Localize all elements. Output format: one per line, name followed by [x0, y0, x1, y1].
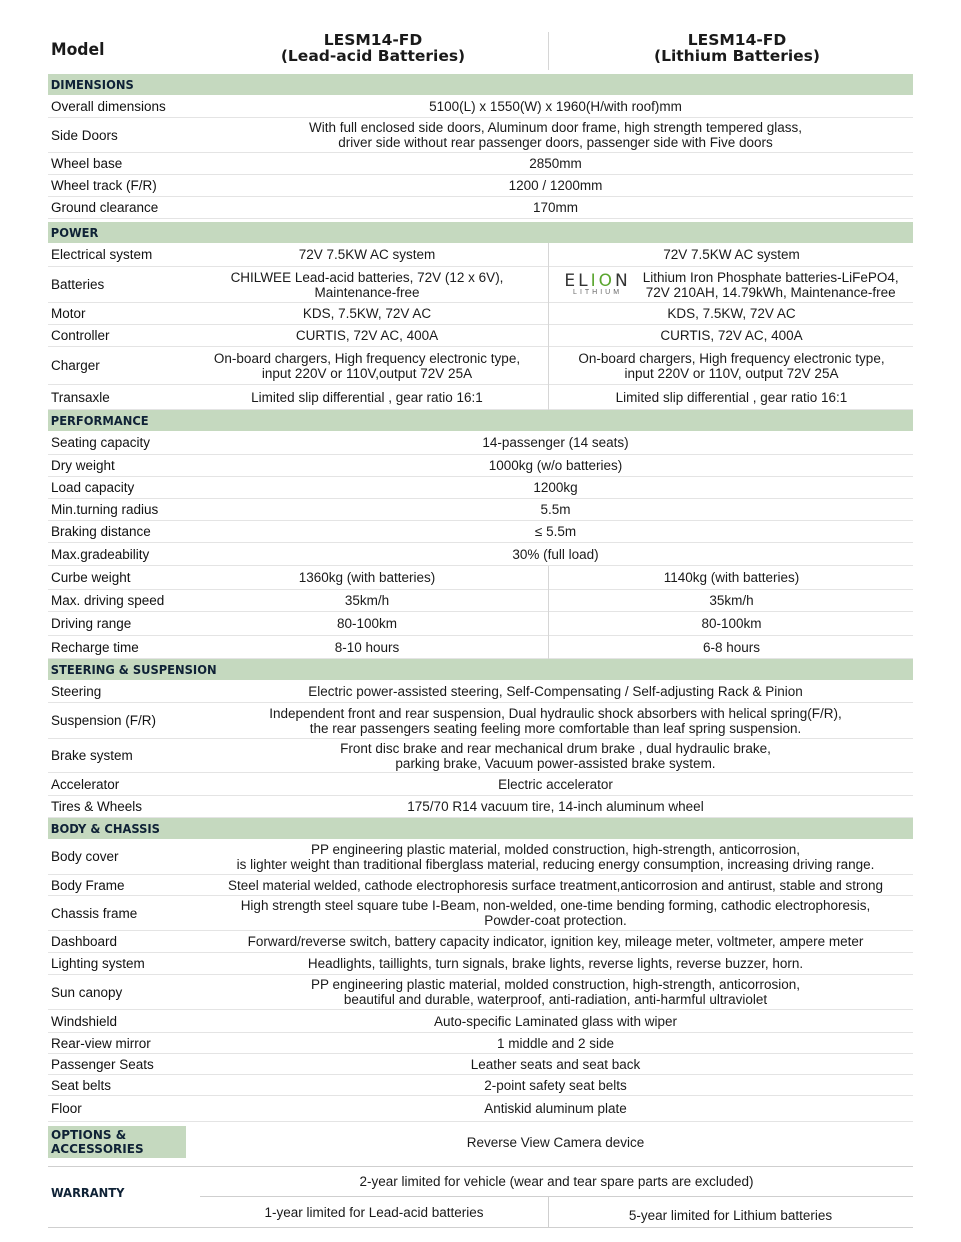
value-line: High strength steel square tube I-Beam, non-welded, one-time bending forming, cathodic electrophoresis, [240, 898, 871, 913]
table-row [48, 739, 913, 773]
row-label: Wheel base [51, 156, 123, 171]
lithium-value: 72V 7.5KW AC system [663, 247, 800, 262]
lead-acid-value: 72V 7.5KW AC system [298, 247, 436, 262]
row-value: Electric accelerator [498, 776, 613, 792]
options-title-line: ACCESSORIES [51, 1142, 144, 1156]
row-label: Recharge time [51, 639, 139, 655]
section-body-chassis [48, 818, 913, 839]
column-header-line: LESM14-FD [323, 31, 423, 49]
row-value: Electric power-assisted steering, Self-Compensating / Self-adjusting Rack & Pinion [308, 683, 803, 699]
table-row [48, 1033, 913, 1054]
table-row [48, 521, 913, 543]
value-line: input 220V or 110V, output 72V 25A [624, 365, 839, 381]
row-value: 1 middle and 2 side [496, 1035, 615, 1051]
warranty-title: WARRANTY [51, 1185, 125, 1200]
lithium-value: Limited slip differential , gear ratio 16:1 [615, 389, 848, 405]
lead-acid-value: 80-100km [336, 616, 398, 631]
row-label: Seat belts [51, 1077, 112, 1093]
section-power [48, 222, 913, 243]
column-divider [548, 243, 549, 267]
row-value: 170mm [532, 200, 578, 215]
table-row [48, 1096, 913, 1122]
row-value: Antiskid aluminum plate [484, 1101, 627, 1116]
lithium-value [550, 347, 913, 384]
row-label: Curbe weight [51, 570, 131, 585]
value-line: Lithium Iron Phosphate batteries-LiFePO4, [642, 269, 899, 285]
row-value: 5.5m [540, 502, 571, 517]
row-label: Min.turning radius [51, 502, 159, 517]
row-value: ≤ 5.5m [534, 524, 577, 539]
value-line: Front disc brake and rear mechanical drum brake , dual hydraulic brake, [340, 740, 771, 756]
value-line: the rear passengers seating feeling more comfortable than leaf spring suspension. [309, 720, 802, 736]
lead-acid-value: CURTIS, 72V AC, 400A [295, 328, 439, 343]
row-label: Batteries [51, 277, 105, 292]
row-value: Headlights, taillights, turn signals, brake lights, reverse lights, reverse buzzer, horn. [307, 956, 804, 971]
table-row [48, 703, 913, 739]
row-value: Leather seats and seat back [470, 1056, 641, 1072]
table-row [48, 385, 913, 410]
lead-acid-value: 8-10 hours [334, 639, 400, 655]
row-label: Wheel track (F/R) [51, 178, 157, 193]
row-label: Lighting system [51, 956, 145, 971]
column-header-line: (Lithium Batteries) [654, 47, 820, 65]
elion-logo-mark: ELION [564, 270, 631, 291]
row-value [198, 703, 913, 738]
row-value: 14-passenger (14 seats) [482, 435, 629, 450]
table-row [48, 612, 913, 636]
row-label: Side Doors [51, 127, 118, 143]
options-row [48, 1126, 913, 1160]
value-line: On-board chargers, High frequency electronic type, [578, 350, 885, 366]
column-header-lead-acid [198, 32, 548, 64]
row-label: Windshield [51, 1013, 118, 1029]
row-label: Electrical system [51, 247, 153, 262]
lithium-value [550, 267, 913, 302]
table-row [48, 175, 913, 197]
lithium-value: 1140kg (with batteries) [663, 570, 800, 585]
row-label: Passenger Seats [51, 1056, 154, 1072]
table-row [48, 566, 913, 590]
lithium-value: 80-100km [701, 616, 762, 631]
value-line: PP engineering plastic material, molded construction, high-strength, anticorrosion, [310, 841, 800, 857]
row-label: Max.gradeability [51, 546, 150, 562]
table-row [48, 1054, 913, 1075]
value-line: With full enclosed side doors, Aluminum door frame, high strength tempered glass, [309, 120, 802, 135]
column-header-line: (Lead-acid Batteries) [280, 47, 466, 65]
table-row [48, 931, 913, 953]
value-line: Independent front and rear suspension, Dual hydraulic shock absorbers with helical spring(F/R), [269, 705, 842, 721]
warranty-lead-acid: 1-year limited for Lead-acid batteries [264, 1204, 484, 1220]
table-row [48, 267, 913, 303]
row-label: Rear-view mirror [51, 1035, 151, 1051]
row-label: Sun canopy [51, 984, 123, 1000]
column-divider [548, 325, 549, 347]
table-row [48, 1010, 913, 1033]
row-value [198, 975, 913, 1009]
table-row [48, 303, 913, 325]
section-dimensions [48, 74, 913, 95]
value-line: CHILWEE Lead-acid batteries, 72V (12 x 6V), [230, 269, 504, 285]
column-divider [548, 267, 549, 303]
row-label: Floor [51, 1101, 82, 1116]
section-title: STEERING & SUSPENSION [50, 662, 217, 677]
row-value: 1200 / 1200mm [508, 178, 603, 193]
row-label: Transaxle [51, 389, 110, 405]
row-label: Brake system [51, 748, 133, 763]
row-label: Charger [51, 358, 100, 373]
row-label: Braking distance [51, 524, 151, 539]
table-row [48, 680, 913, 703]
row-value [198, 739, 913, 772]
row-value: 5100(L) x 1550(W) x 1960(H/with roof)mm [429, 98, 682, 114]
table-row [48, 1075, 913, 1096]
table-row [48, 796, 913, 818]
elion-logo-sub: LITHIUM [573, 288, 623, 296]
table-row [48, 839, 913, 875]
row-label: Controller [51, 328, 110, 343]
row-label: Load capacity [51, 480, 135, 495]
column-divider [548, 385, 549, 410]
row-label: Overall dimensions [51, 98, 166, 114]
column-header-lithium [548, 32, 926, 64]
row-value: 1000kg (w/o batteries) [488, 458, 623, 473]
row-label: Motor [51, 306, 86, 321]
table-row [48, 953, 913, 975]
row-value: 2-point safety seat belts [484, 1077, 627, 1093]
row-value: 2850mm [529, 156, 582, 171]
row-label: Body Frame [51, 877, 125, 893]
section-title: BODY & CHASSIS [50, 821, 160, 836]
row-label: Dry weight [51, 458, 115, 473]
table-row [48, 875, 913, 896]
lead-acid-value [198, 347, 536, 384]
lithium-value: 35km/h [709, 593, 754, 608]
row-label: Seating capacity [51, 435, 151, 450]
value-line: is lighter weight than traditional fiberglass material, reducing energy consumption, increasing driving range. [236, 856, 875, 872]
row-label: Dashboard [51, 934, 118, 949]
row-value [198, 839, 913, 874]
warranty-lithium: 5-year limited for Lithium batteries [628, 1207, 833, 1223]
table-row [48, 455, 913, 477]
options-value: Reverse View Camera device [466, 1134, 645, 1150]
column-divider [548, 303, 549, 325]
table-row [48, 243, 913, 267]
table-row [48, 197, 913, 219]
options-title [48, 1126, 186, 1158]
elion-logo [564, 270, 631, 297]
row-label: Chassis frame [51, 905, 138, 921]
column-divider [548, 612, 549, 636]
table-row [48, 975, 913, 1010]
lithium-value: KDS, 7.5KW, 72V AC [667, 306, 796, 321]
table-row [48, 896, 913, 931]
lithium-value: CURTIS, 72V AC, 400A [660, 328, 803, 343]
row-label: Driving range [51, 616, 132, 631]
row-value: 1200kg [533, 480, 578, 495]
options-title-line: OPTIONS & [51, 1128, 127, 1142]
row-label: Ground clearance [51, 200, 159, 215]
column-header-line: LESM14-FD [687, 31, 787, 49]
value-line: Powder-coat protection. [484, 913, 627, 928]
section-title: POWER [50, 225, 99, 240]
value-line: Maintenance-free [314, 284, 420, 300]
row-value [198, 896, 913, 930]
row-value: Steel material welded, cathode electrophoresis surface treatment,anticorrosion and antirust, stable and strong [227, 877, 884, 893]
column-divider [548, 636, 549, 659]
lithium-value: 6-8 hours [702, 639, 761, 655]
lead-acid-value: 35km/h [344, 593, 390, 608]
value-line: beautiful and durable, waterproof, anti-radiation, anti-harmful ultraviolet [343, 992, 768, 1007]
table-row [48, 153, 913, 175]
value-line: PP engineering plastic material, molded construction, high-strength, anticorrosion, [310, 977, 800, 992]
section-title: DIMENSIONS [50, 77, 134, 92]
row-label: Steering [51, 683, 102, 699]
value-line: driver side without rear passenger doors, passenger side with Five doors [338, 135, 773, 150]
table-row [48, 590, 913, 612]
table-row [48, 477, 913, 499]
warranty-vehicle: 2-year limited for vehicle (wear and tear spare parts are excluded) [200, 1167, 913, 1197]
lead-acid-value: KDS, 7.5KW, 72V AC [302, 306, 432, 321]
section-performance [48, 410, 913, 431]
lead-acid-value [198, 267, 536, 302]
value-line: On-board chargers, High frequency electronic type, [213, 350, 521, 366]
warranty-row [48, 1166, 913, 1228]
table-row [48, 118, 913, 153]
table-header [48, 30, 913, 74]
section-steering-suspension [48, 659, 913, 680]
lead-acid-value: Limited slip differential , gear ratio 16:1 [251, 389, 483, 405]
model-label: Model [51, 40, 105, 60]
table-row [48, 431, 913, 455]
row-label: Body cover [51, 849, 119, 864]
table-row [48, 95, 913, 118]
row-label: Tires & Wheels [51, 799, 143, 814]
row-value: 30% (full load) [512, 546, 599, 562]
table-row [48, 543, 913, 566]
row-value: Auto-specific Laminated glass with wiper [433, 1013, 678, 1029]
value-line: parking brake, Vacuum power-assisted brake system. [395, 755, 716, 771]
column-divider [548, 347, 549, 385]
table-row [48, 347, 913, 385]
row-value [198, 118, 913, 152]
row-label: Accelerator [51, 776, 120, 792]
row-label: Max. driving speed [51, 593, 165, 608]
column-divider [548, 566, 549, 590]
row-label: Suspension (F/R) [51, 713, 157, 728]
section-title: PERFORMANCE [50, 413, 149, 428]
column-divider [548, 590, 549, 612]
spec-sheet [48, 30, 913, 1228]
row-value: Forward/reverse switch, battery capacity indicator, ignition key, mileage meter, voltmeter, ampere meter [247, 934, 864, 949]
lead-acid-value: 1360kg (with batteries) [298, 570, 436, 585]
value-line: 72V 210AH, 14.79kWh, Maintenance-free [645, 284, 896, 300]
row-value: 175/70 R14 vacuum tire, 14-inch aluminum wheel [407, 799, 704, 814]
table-row [48, 773, 913, 796]
table-row [48, 325, 913, 347]
value-line: input 220V or 110V,output 72V 25A [261, 365, 473, 381]
table-row [48, 499, 913, 521]
table-row [48, 636, 913, 659]
